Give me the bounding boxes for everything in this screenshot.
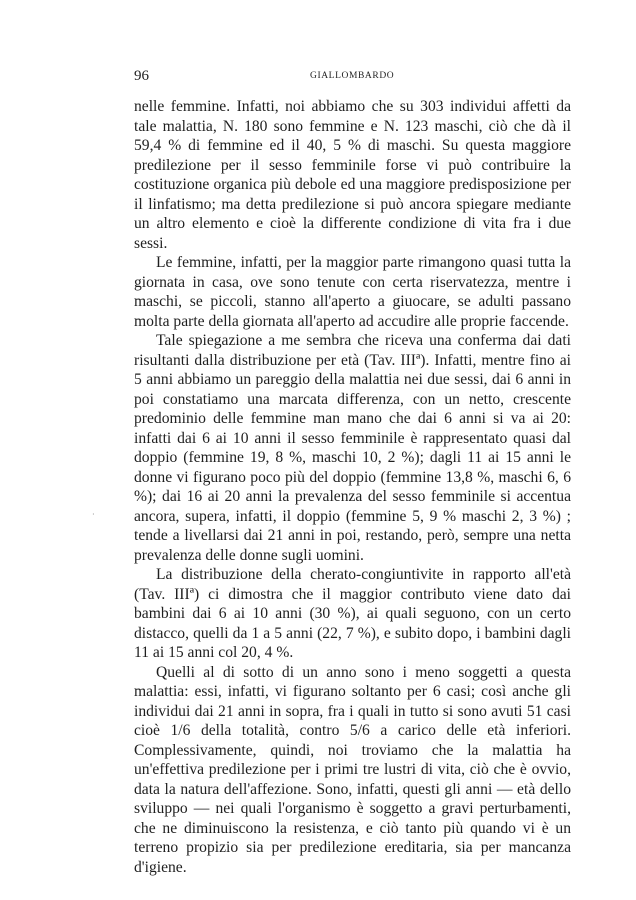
page-number: 96 <box>134 68 149 84</box>
page-header <box>134 70 504 88</box>
running-head: GIALLOMBARDO <box>310 71 395 81</box>
paragraph: Tale spiegazione a me sembra che riceva una conferma dai dati risultanti dalla distribuzione per età (Tav. IIIª). Infatti, mentre fino ai 5 anni abbiamo un pareggio della malattia nei due sessi, dai 6 anni in poi constatiamo una marcata differenza, con un netto, crescente predominio delle femmine man mano che dai 6 anni si va ai 20: infatti dai 6 ai 10 anni il sesso femminile è rappresentato quasi dal doppio (femmine 19, 8 %, maschi 10, 2 %); dagli 11 ai 15 anni le donne vi figurano poco più del doppio (femmine 13,8 %, maschi 6, 6 %); dai 16 ai 20 anni la prevalenza del sesso femminile si accentua ancora, supera, infatti, il doppio (femmine 5, 9 % maschi 2, 3 %) ; tende a livellarsi dai 21 anni in poi, restando, però, sempre una netta prevalenza delle donne sugli uomini. <box>134 332 571 564</box>
paragraph: Quelli al di sotto di un anno sono i meno soggetti a questa malattia: essi, infatti, vi figurano soltanto per 6 casi; così anche gli individui dai 21 anni in sopra, fra i quali in tutto si sono avuti 51 casi cioè 1/6 della totalità, contro 5/6 a carico delle età inferiori. Complessivamente, quindi, noi troviamo che la malattia ha un'effettiva predilezione per i primi tre lustri di vita, ciò che è ovvio, data la natura dell'affezione. Sono, infatti, questi gli anni — età dello sviluppo — nei quali l'organismo è soggetto a gravi perturbamenti, che ne diminuiscono la resistenza, e ciò tanto più quando vi è un terreno propizio sia per predilezione ereditaria, sia per mancanza d'igiene. <box>134 663 571 876</box>
margin-mark: · <box>92 510 95 519</box>
page-body <box>134 97 571 877</box>
paragraph: nelle femmine. Infatti, noi abbiamo che su 303 individui affetti da tale malattia, N. 180 sono femmine e N. 123 maschi, ciò che dà il 59,4 % di femmine ed il 40, 5 % di maschi. Su questa maggiore predilezione per il sesso femminile forse vi può contribuire la costituzione organica più debole ed una maggiore predisposizione per il linfatismo; ma detta predilezione si può ancora spiegare mediante un altro elemento e cioè la differente condizione di vita fra i due sessi. <box>134 98 571 252</box>
paragraph: La distribuzione della cherato-congiuntivite in rapporto all'età (Tav. IIIª) ci dimostra che il maggior contributo viene dato dai bambini dai 6 ai 10 anni (30 %), ai quali seguono, con un certo distacco, quelli da 1 a 5 anni (22, 7 %), e subito dopo, i bambini dagli 11 ai 15 anni col 20, 4 %. <box>134 566 571 661</box>
paragraph: Le femmine, infatti, per la maggior parte rimangono quasi tutta la giornata in casa, ove sono tenute con certa riservatezza, mentre i maschi, se piccoli, stanno all'aperto a giuocare, se adulti passano molta parte della giornata all'aperto ad accudire alle proprie faccende. <box>134 254 571 330</box>
